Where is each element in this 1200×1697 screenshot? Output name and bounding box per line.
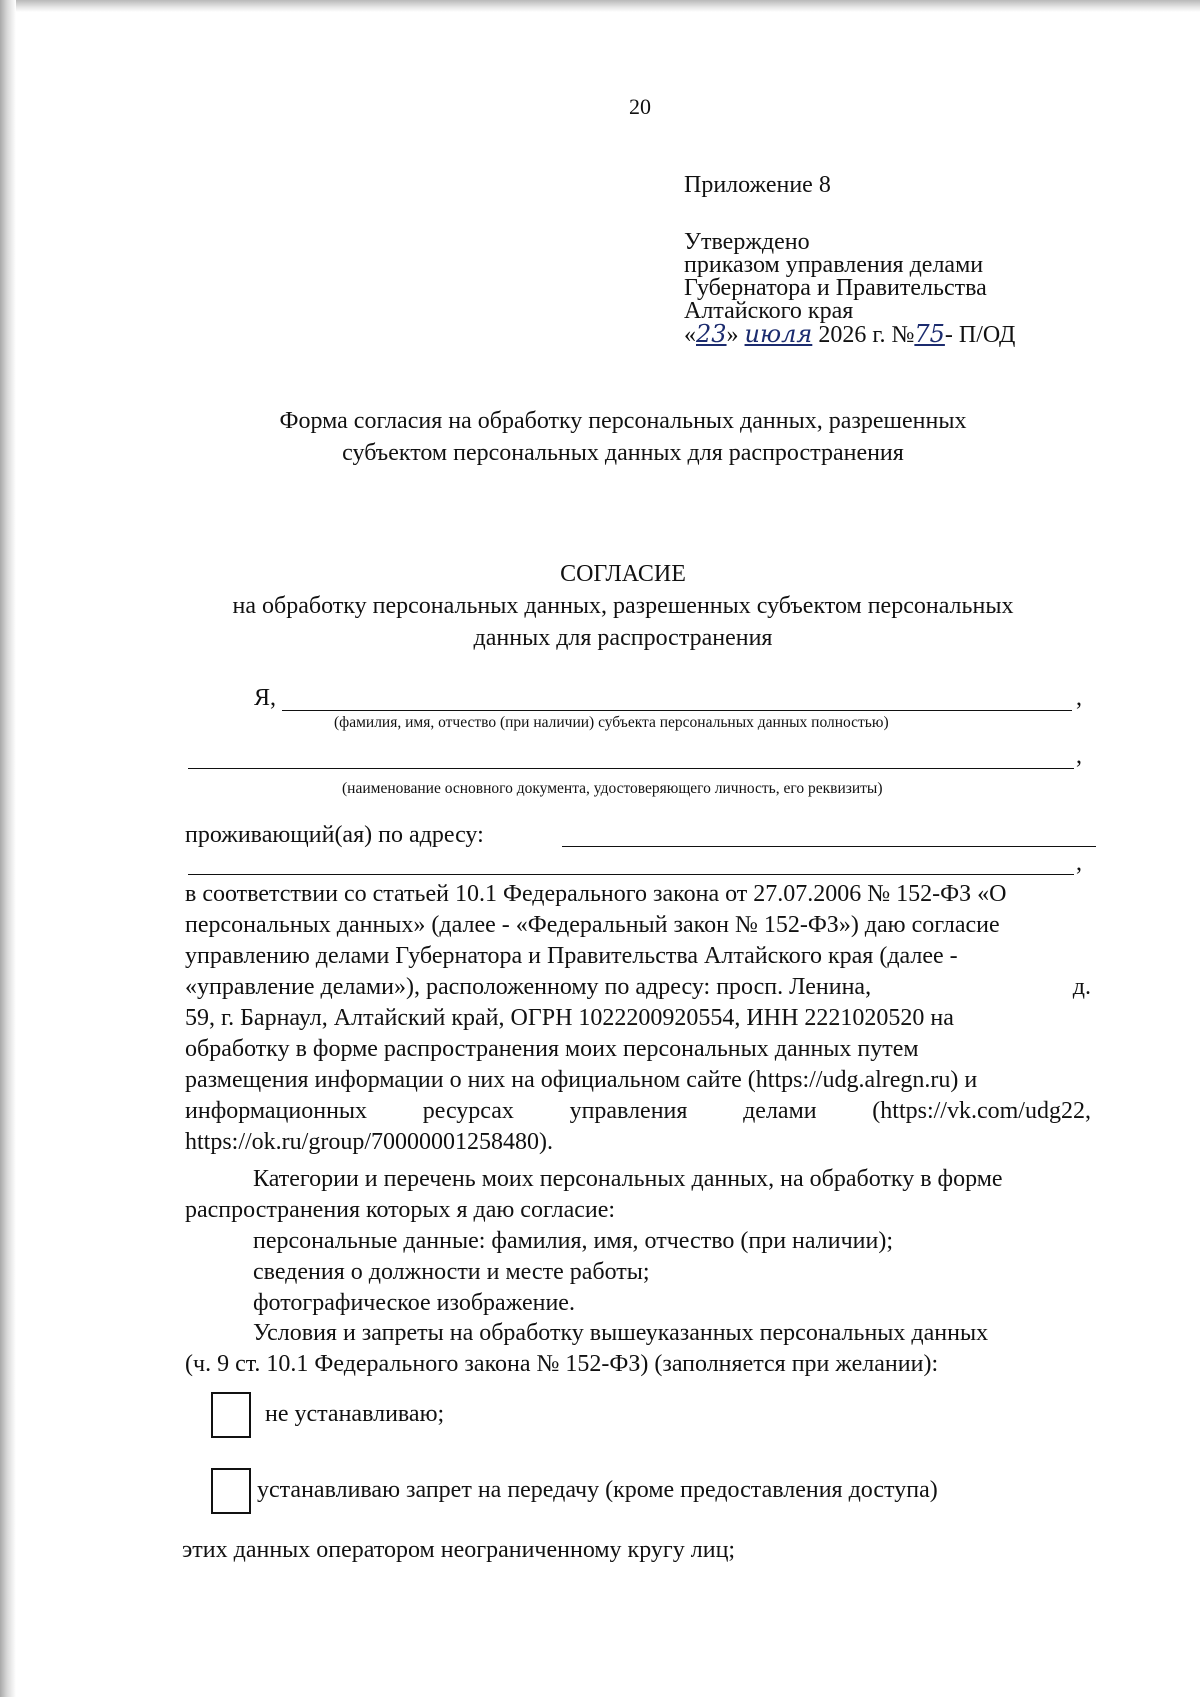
paragraph-segment: делами [743, 1098, 817, 1124]
i-label: Я, [254, 685, 277, 711]
paragraph-line [185, 972, 1091, 1003]
paragraph-segment: «управление делами»), расположенному по адресу: просп. Ленина, [185, 974, 872, 1000]
paragraph-line: обработку в форме распространения моих персональных данных путем [185, 1036, 919, 1062]
list-item: персональные данные: фамилия, имя, отчество (при наличии); [253, 1228, 893, 1254]
categories-list [185, 1226, 1091, 1319]
consent-subtitle-line: данных для распространения [473, 625, 773, 651]
paragraph-line: в соответствии со статьей 10.1 Федерального закона от 27.07.2006 № 152-ФЗ «О [185, 881, 1007, 907]
consent-paragraph [185, 879, 1091, 1158]
consent-subtitle [150, 590, 1096, 654]
paragraph-line: персональных данных» (далее - «Федеральный закон № 152-ФЗ») даю согласие [185, 912, 1000, 938]
paragraph-segment: д. [1072, 974, 1091, 1000]
form-title [150, 405, 1096, 469]
paragraph-segment: управления [569, 1098, 688, 1124]
option-transfer-ban-label: устанавливаю запрет на передачу (кроме предоставления доступа) [257, 1477, 938, 1503]
approval-line: Губернатора и Правительства [684, 275, 987, 301]
address-label: проживающий(ая) по адресу: [185, 822, 484, 848]
approval-line: Утверждено [684, 229, 810, 255]
date-day-handwritten: 23 [696, 320, 727, 348]
comma: , [1076, 850, 1082, 876]
document-caption: (наименование основного документа, удостоверяющего личность, его реквизиты) [342, 780, 883, 797]
date-year: 2026 г. № [812, 322, 915, 348]
categories-paragraph [185, 1164, 1091, 1226]
paragraph-line [185, 1096, 1091, 1127]
address-field-line-2[interactable] [188, 874, 1074, 875]
paragraph-segment: информационных [185, 1098, 368, 1124]
date-month-handwritten: июля [744, 320, 813, 348]
option-no-restrictions-checkbox[interactable] [211, 1392, 251, 1438]
order-number-handwritten: 75 [914, 320, 945, 348]
option-transfer-ban-continuation: этих данных оператором неограниченному кругу лиц; [182, 1537, 736, 1563]
appendix-label: Приложение 8 [684, 172, 831, 198]
paragraph-segment: (https://vk.com/udg22, [872, 1098, 1091, 1124]
fio-caption: (фамилия, имя, отчество (при наличии) субъекта персональных данных полностью) [334, 714, 889, 731]
fio-field-line[interactable] [282, 710, 1072, 711]
paragraph-line: https://ok.ru/group/70000001258480). [185, 1129, 553, 1155]
comma: , [1076, 743, 1082, 769]
consent-heading: СОГЛАСИЕ [560, 561, 686, 587]
form-title-line: Форма согласия на обработку персональных данных, разрешенных [279, 408, 967, 434]
option-transfer-ban-checkbox[interactable] [211, 1468, 251, 1514]
option-no-restrictions-label: не устанавливаю; [265, 1401, 445, 1427]
order-suffix: - П/ОД [944, 322, 1016, 348]
page-number: 20 [629, 94, 651, 119]
paragraph-line: управлению делами Губернатора и Правительства Алтайского края (далее - [185, 943, 958, 969]
scan-edge [0, 0, 1200, 12]
comma: , [1076, 685, 1082, 711]
consent-subtitle-line: на обработку персональных данных, разрешенных субъектом персональных [232, 593, 1014, 619]
paragraph-line: (ч. 9 ст. 10.1 Федерального закона № 152-ФЗ) (заполняется при желании): [185, 1351, 939, 1377]
paragraph-line: Категории и перечень моих персональных данных, на обработку в форме [253, 1166, 1003, 1192]
paragraph-line: размещения информации о них на официальном сайте (https://udg.alregn.ru) и [185, 1067, 978, 1093]
paragraph-line: Условия и запреты на обработку вышеуказанных персональных данных [253, 1320, 989, 1346]
list-item: сведения о должности и месте работы; [253, 1259, 650, 1285]
approval-line: приказом управления делами [684, 252, 984, 278]
list-item: фотографическое изображение. [253, 1290, 575, 1316]
paragraph-line: распространения которых я даю согласие: [185, 1197, 616, 1223]
paragraph-segment: ресурсах [422, 1098, 514, 1124]
address-field-line[interactable] [562, 846, 1096, 847]
conditions-paragraph [185, 1318, 1091, 1380]
date-quote-close: » [726, 322, 739, 348]
date-quote-open: « [684, 322, 696, 348]
approval-line: Алтайского края [684, 298, 854, 324]
paragraph-line: 59, г. Барнаул, Алтайский край, ОГРН 1022200920554, ИНН 2221020520 на [185, 1005, 954, 1031]
form-title-line: субъектом персональных данных для распространения [342, 440, 904, 466]
scan-edge [0, 0, 16, 1697]
approval-date-line [684, 320, 1016, 348]
document-field-line[interactable] [188, 768, 1074, 769]
approval-block [684, 174, 1015, 347]
